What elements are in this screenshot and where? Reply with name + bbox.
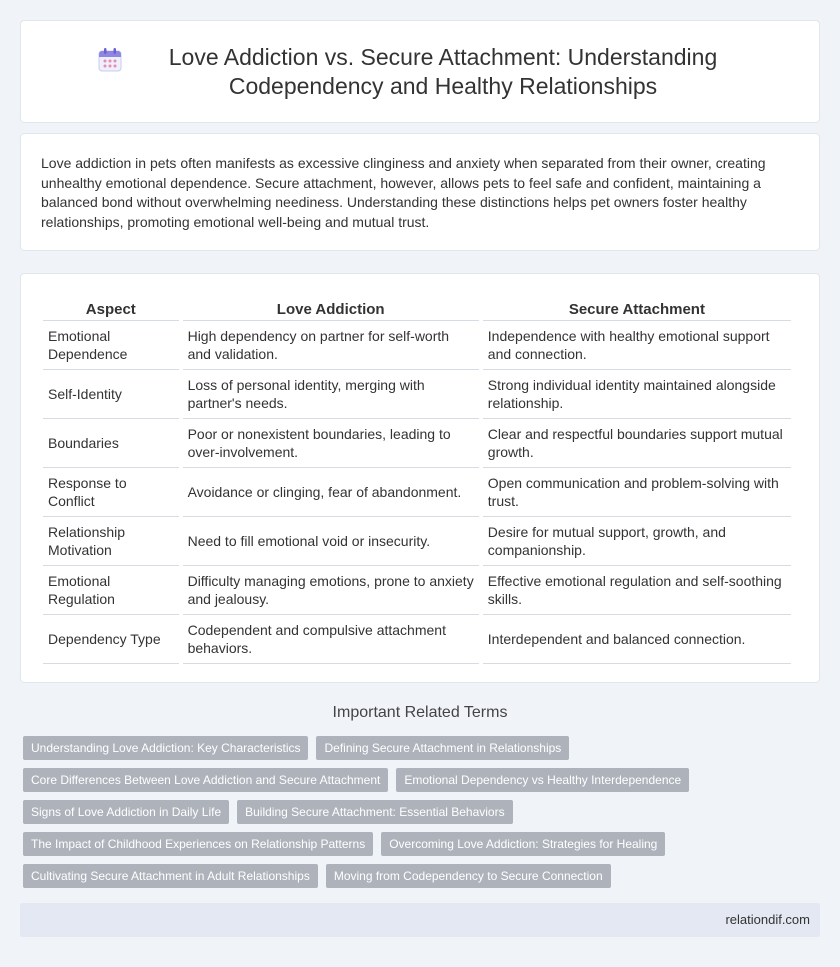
column-header-love-addiction: Love Addiction bbox=[183, 294, 479, 321]
aspect-cell: Emotional Dependence bbox=[43, 321, 179, 370]
secure-attachment-cell: Open communication and problem-solving with trust. bbox=[483, 468, 791, 517]
love-addiction-cell: Codependent and compulsive attachment behaviors. bbox=[183, 615, 479, 664]
aspect-cell: Self-Identity bbox=[43, 370, 179, 419]
secure-attachment-cell: Independence with healthy emotional support and connection. bbox=[483, 321, 791, 370]
tag-row bbox=[23, 736, 823, 760]
love-addiction-cell: Avoidance or clinging, fear of abandonment. bbox=[183, 468, 479, 517]
aspect-cell: Boundaries bbox=[43, 419, 179, 468]
table-row bbox=[43, 370, 791, 419]
secure-attachment-cell: Clear and respectful boundaries support mutual growth. bbox=[483, 419, 791, 468]
love-addiction-cell: High dependency on partner for self-worth and validation. bbox=[183, 321, 479, 370]
related-term-tag[interactable]: The Impact of Childhood Experiences on Relationship Patterns bbox=[23, 832, 373, 856]
love-addiction-cell: Difficulty managing emotions, prone to anxiety and jealousy. bbox=[183, 566, 479, 615]
tag-row bbox=[23, 832, 823, 856]
column-header-secure-attachment: Secure Attachment bbox=[483, 294, 791, 321]
tag-row bbox=[23, 768, 823, 792]
related-term-tag[interactable]: Cultivating Secure Attachment in Adult Relationships bbox=[23, 864, 318, 888]
footer-site-link[interactable]: relationdif.com bbox=[725, 912, 810, 927]
related-term-tag[interactable]: Overcoming Love Addiction: Strategies for Healing bbox=[381, 832, 665, 856]
comparison-card bbox=[20, 273, 820, 683]
table-row bbox=[43, 615, 791, 664]
related-term-tag[interactable]: Core Differences Between Love Addiction and Secure Attachment bbox=[23, 768, 388, 792]
intro-paragraph: Love addiction in pets often manifests as excessive clinginess and anxiety when separated from their owner, creating unhealthy emotional dependence. Secure attachment, however, allows pets to feel safe and confident, maintaining a balanced bond without overwhelming neediness. Understanding these distinctions helps pet owners foster healthy relationships, promoting emotional well-being and mutual trust. bbox=[41, 155, 766, 230]
table-row bbox=[43, 468, 791, 517]
aspect-cell: Response to Conflict bbox=[43, 468, 179, 517]
table-row bbox=[43, 321, 791, 370]
page-title: Love Addiction vs. Secure Attachment: Understanding Codependency and Healthy Relationships bbox=[168, 43, 718, 99]
title-wrap bbox=[97, 43, 743, 101]
secure-attachment-cell: Interdependent and balanced connection. bbox=[483, 615, 791, 664]
related-terms-list bbox=[23, 736, 823, 896]
secure-attachment-cell: Strong individual identity maintained alongside relationship. bbox=[483, 370, 791, 419]
footer bbox=[20, 903, 820, 937]
related-term-tag[interactable]: Moving from Codependency to Secure Connection bbox=[326, 864, 611, 888]
love-addiction-cell: Loss of personal identity, merging with partner's needs. bbox=[183, 370, 479, 419]
table-row bbox=[43, 517, 791, 566]
tag-row bbox=[23, 864, 823, 888]
love-addiction-cell: Poor or nonexistent boundaries, leading to over-involvement. bbox=[183, 419, 479, 468]
aspect-cell: Dependency Type bbox=[43, 615, 179, 664]
table-row bbox=[43, 566, 791, 615]
love-addiction-cell: Need to fill emotional void or insecurity. bbox=[183, 517, 479, 566]
column-header-aspect: Aspect bbox=[43, 294, 179, 321]
related-term-tag[interactable]: Understanding Love Addiction: Key Characteristics bbox=[23, 736, 308, 760]
aspect-cell: Emotional Regulation bbox=[43, 566, 179, 615]
table-row bbox=[43, 419, 791, 468]
comparison-table bbox=[39, 294, 795, 664]
related-term-tag[interactable]: Defining Secure Attachment in Relationships bbox=[316, 736, 569, 760]
table-header-row bbox=[43, 294, 791, 321]
title-card bbox=[20, 20, 820, 123]
tag-row bbox=[23, 800, 823, 824]
intro-card bbox=[20, 133, 820, 251]
secure-attachment-cell: Effective emotional regulation and self-soothing skills. bbox=[483, 566, 791, 615]
aspect-cell: Relationship Motivation bbox=[43, 517, 179, 566]
related-term-tag[interactable]: Emotional Dependency vs Healthy Interdependence bbox=[396, 768, 689, 792]
calendar-icon bbox=[97, 47, 123, 73]
related-terms-heading: Important Related Terms bbox=[332, 704, 508, 721]
related-term-tag[interactable]: Building Secure Attachment: Essential Behaviors bbox=[237, 800, 512, 824]
secure-attachment-cell: Desire for mutual support, growth, and companionship. bbox=[483, 517, 791, 566]
related-term-tag[interactable]: Signs of Love Addiction in Daily Life bbox=[23, 800, 229, 824]
